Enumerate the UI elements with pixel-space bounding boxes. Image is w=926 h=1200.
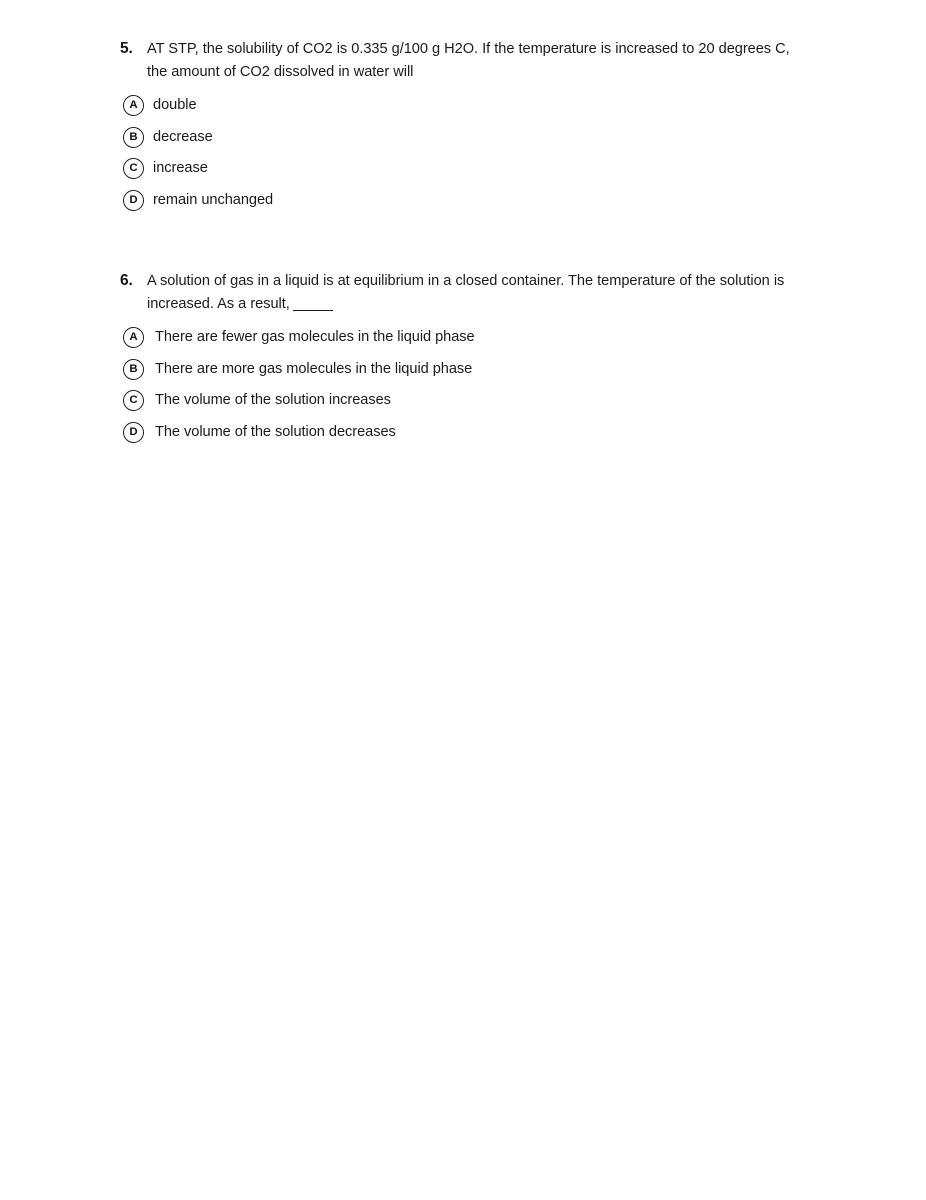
option-row[interactable] (120, 385, 810, 417)
option-bubble-c[interactable]: C (123, 390, 144, 411)
option-row[interactable] (120, 153, 810, 185)
option-bubble-b[interactable]: B (123, 127, 144, 148)
option-row[interactable] (120, 185, 810, 217)
option-label-d: The volume of the solution decreases (155, 423, 396, 440)
question-6-stem-text: A solution of gas in a liquid is at equilibrium in a closed container. The temperature of the solution is increased. As a result, (147, 273, 785, 312)
option-bubble-d[interactable]: D (123, 422, 144, 443)
option-row[interactable] (120, 90, 810, 122)
option-bubble-c[interactable]: C (123, 158, 144, 179)
question-block-6 (120, 270, 810, 448)
question-5-heading (120, 38, 810, 83)
question-6-stem (147, 270, 810, 315)
question-6-number: 6. (120, 272, 133, 289)
option-row[interactable] (120, 122, 810, 154)
option-label-d: remain unchanged (153, 191, 274, 208)
option-label-a: There are fewer gas molecules in the liquid phase (155, 329, 475, 346)
option-bubble-a[interactable]: A (123, 327, 144, 348)
option-label-c: The volume of the solution increases (155, 392, 391, 409)
option-bubble-b[interactable]: B (123, 359, 144, 380)
question-5-options (120, 90, 810, 216)
quiz-questions-list (120, 38, 810, 448)
fill-in-blank-line (293, 310, 333, 311)
option-row[interactable] (120, 417, 810, 449)
option-bubble-a[interactable]: A (123, 95, 144, 116)
question-5-stem (147, 38, 810, 83)
question-5-stem-text: AT STP, the solubility of CO2 is 0.335 g/100 g H2O. If the temperature is increased to 20 degrees C, the amount of CO2 dissolved in water will (147, 41, 790, 80)
option-label-b: There are more gas molecules in the liquid phase (155, 360, 473, 377)
option-bubble-d[interactable]: D (123, 190, 144, 211)
question-6-heading (120, 270, 810, 315)
option-label-a: double (153, 97, 197, 114)
question-5-number: 5. (120, 40, 133, 57)
option-row[interactable] (120, 354, 810, 386)
option-label-b: decrease (153, 128, 213, 145)
question-block-5 (120, 38, 810, 216)
question-6-options (120, 322, 810, 448)
option-row[interactable] (120, 322, 810, 354)
option-label-c: increase (153, 160, 208, 177)
